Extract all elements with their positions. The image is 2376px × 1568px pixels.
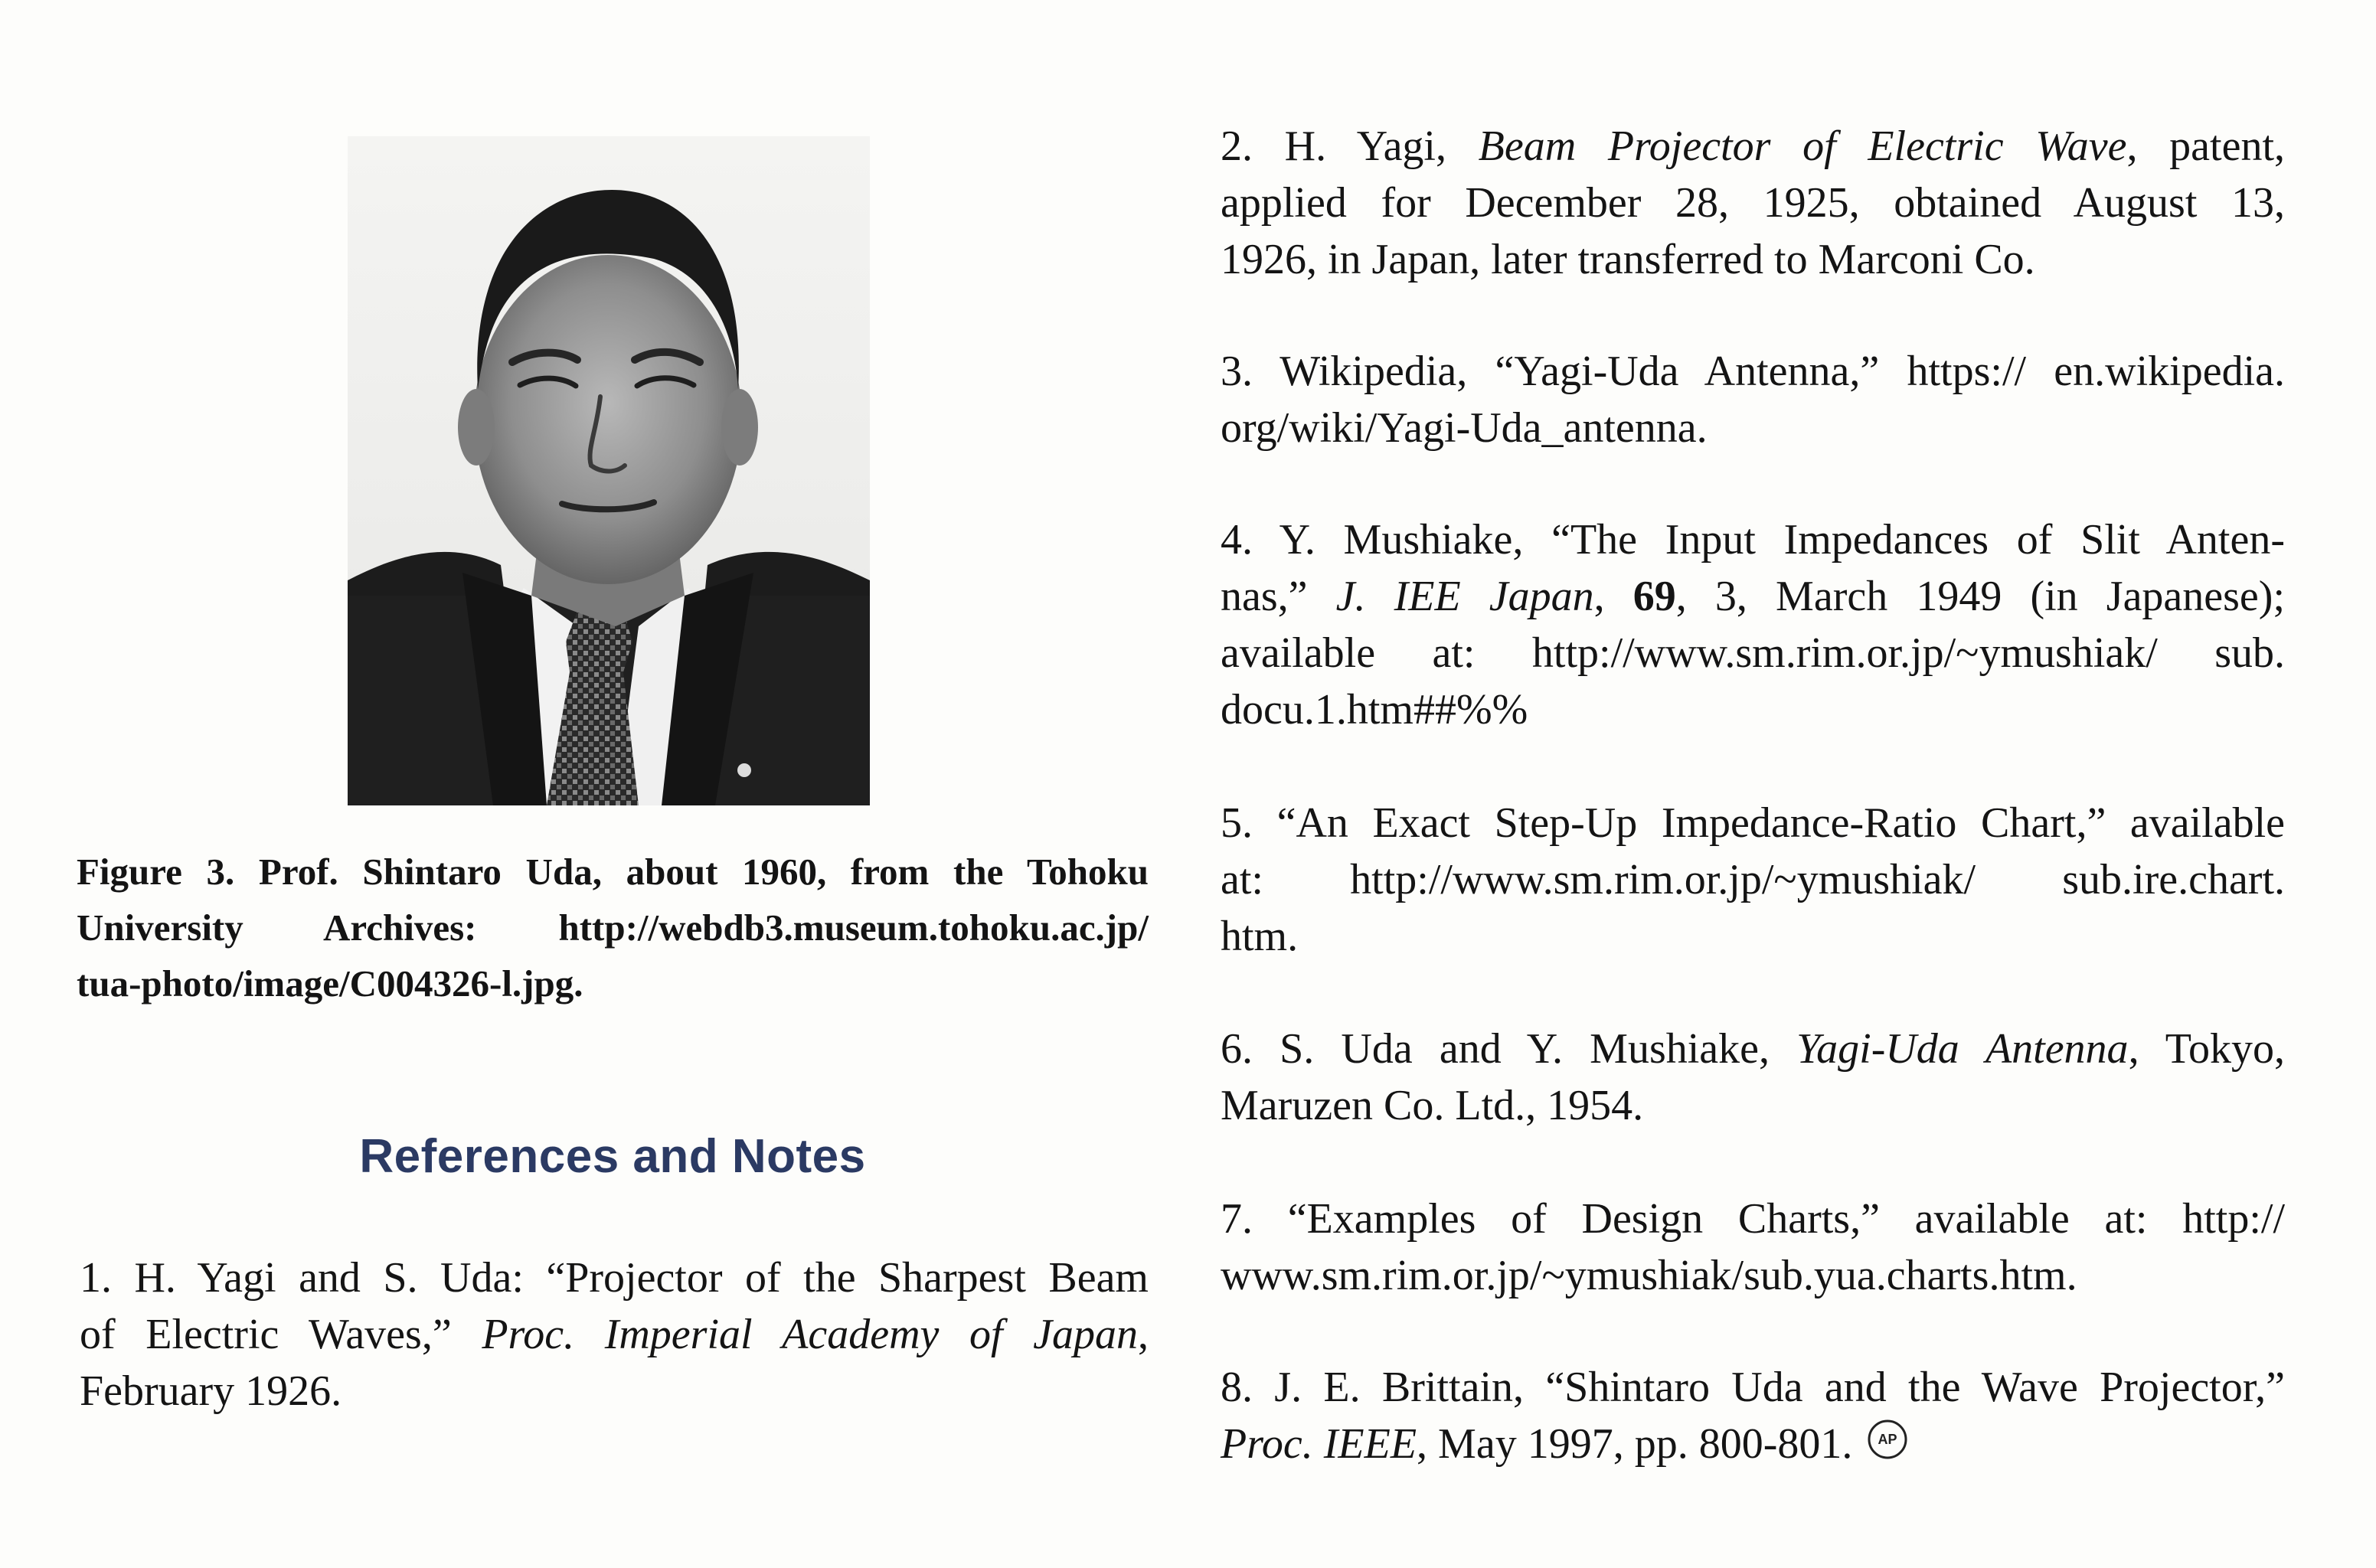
reference-text: , [1593, 573, 1633, 620]
reference-text: 6. S. Uda and Y. Mushiake, [1221, 1025, 1797, 1073]
book-title: Yagi-Uda Antenna [1796, 1025, 2129, 1073]
reference-2 [1221, 118, 2285, 288]
reference-text: , May 1997, pp. 800-801. [1417, 1420, 1853, 1468]
reference-line: www.sm.rim.or.jp/~ymushiak/sub.yua.charts.htm. [1221, 1252, 2077, 1299]
caption-line: tua-photo/image/C004326-l.jpg. [77, 962, 583, 1004]
portrait-photo [348, 136, 870, 805]
reference-8 [1221, 1359, 2285, 1472]
svg-text:AP: AP [1878, 1432, 1897, 1447]
reference-line: 3. Wikipedia, “Yagi-Uda Antenna,” https:// en.wikipedia. [1221, 348, 2285, 395]
reference-text: , 3, March 1949 (in Japanese); [1675, 573, 2285, 620]
reference-text: , patent, [2126, 122, 2285, 170]
reference-3 [1221, 343, 2285, 456]
caption-line: University Archives: http://webdb3.museum.tohoku.ac.jp/ [77, 906, 1149, 949]
reference-line [1221, 1416, 2285, 1472]
reference-text: , [1138, 1311, 1149, 1358]
reference-text: , Tokyo, [2128, 1025, 2285, 1073]
reference-4 [1221, 511, 2285, 738]
caption-line: Figure 3. Prof. Shintaro Uda, about 1960, from the Tohoku [77, 851, 1149, 893]
reference-line [1221, 118, 2285, 175]
reference-text: 2. H. Yagi, [1221, 122, 1479, 170]
reference-line: 7. “Examples of Design Charts,” available at: http:// [1221, 1195, 2285, 1243]
journal-title: J. IEE Japan [1335, 573, 1594, 620]
ap-seal-icon [1866, 1418, 1909, 1461]
reference-line: 1926, in Japan, later transferred to Marconi Co. [1221, 236, 2035, 283]
reference-line: 8. J. E. Brittain, “Shintaro Uda and the Wave Projector,” [1221, 1364, 2285, 1411]
reference-line [1221, 568, 2285, 625]
reference-7 [1221, 1191, 2285, 1304]
reference-5 [1221, 795, 2285, 965]
reference-text: nas,” [1221, 573, 1336, 620]
journal-title: Proc. IEEE [1221, 1420, 1417, 1468]
reference-text: of Electric Waves,” [80, 1311, 482, 1358]
reference-line: htm. [1221, 913, 1299, 960]
reference-line: applied for December 28, 1925, obtained August 13, [1221, 179, 2285, 227]
figure-caption [77, 844, 1149, 1011]
patent-title: Beam Projector of Electric Wave [1478, 122, 2127, 170]
reference-line: available at: http://www.sm.rim.or.jp/~ymushiak/ sub. [1221, 629, 2285, 677]
reference-line: 4. Y. Mushiake, “The Input Impedances of Slit Anten- [1221, 516, 2285, 564]
reference-line: at: http://www.sm.rim.or.jp/~ymushiak/ sub.ire.chart. [1221, 856, 2285, 903]
reference-1 [80, 1250, 1149, 1419]
reference-line [1221, 1021, 2285, 1077]
reference-line: 5. “An Exact Step-Up Impedance-Ratio Chart,” available [1221, 799, 2285, 847]
volume-number: 69 [1632, 573, 1676, 620]
reference-line: Maruzen Co. Ltd., 1954. [1221, 1082, 1644, 1129]
section-heading: References and Notes [359, 1130, 866, 1183]
reference-line: org/wiki/Yagi-Uda_antenna. [1221, 404, 1708, 452]
reference-line: 1. H. Yagi and S. Uda: “Projector of the Sharpest Beam [80, 1254, 1149, 1302]
portrait-illustration [348, 136, 870, 805]
reference-line [80, 1306, 1149, 1363]
journal-title: Proc. Imperial Academy of Japan [482, 1311, 1139, 1358]
reference-6 [1221, 1021, 2285, 1134]
reference-line: docu.1.htm##%% [1221, 686, 1528, 733]
reference-line: February 1926. [80, 1367, 342, 1415]
